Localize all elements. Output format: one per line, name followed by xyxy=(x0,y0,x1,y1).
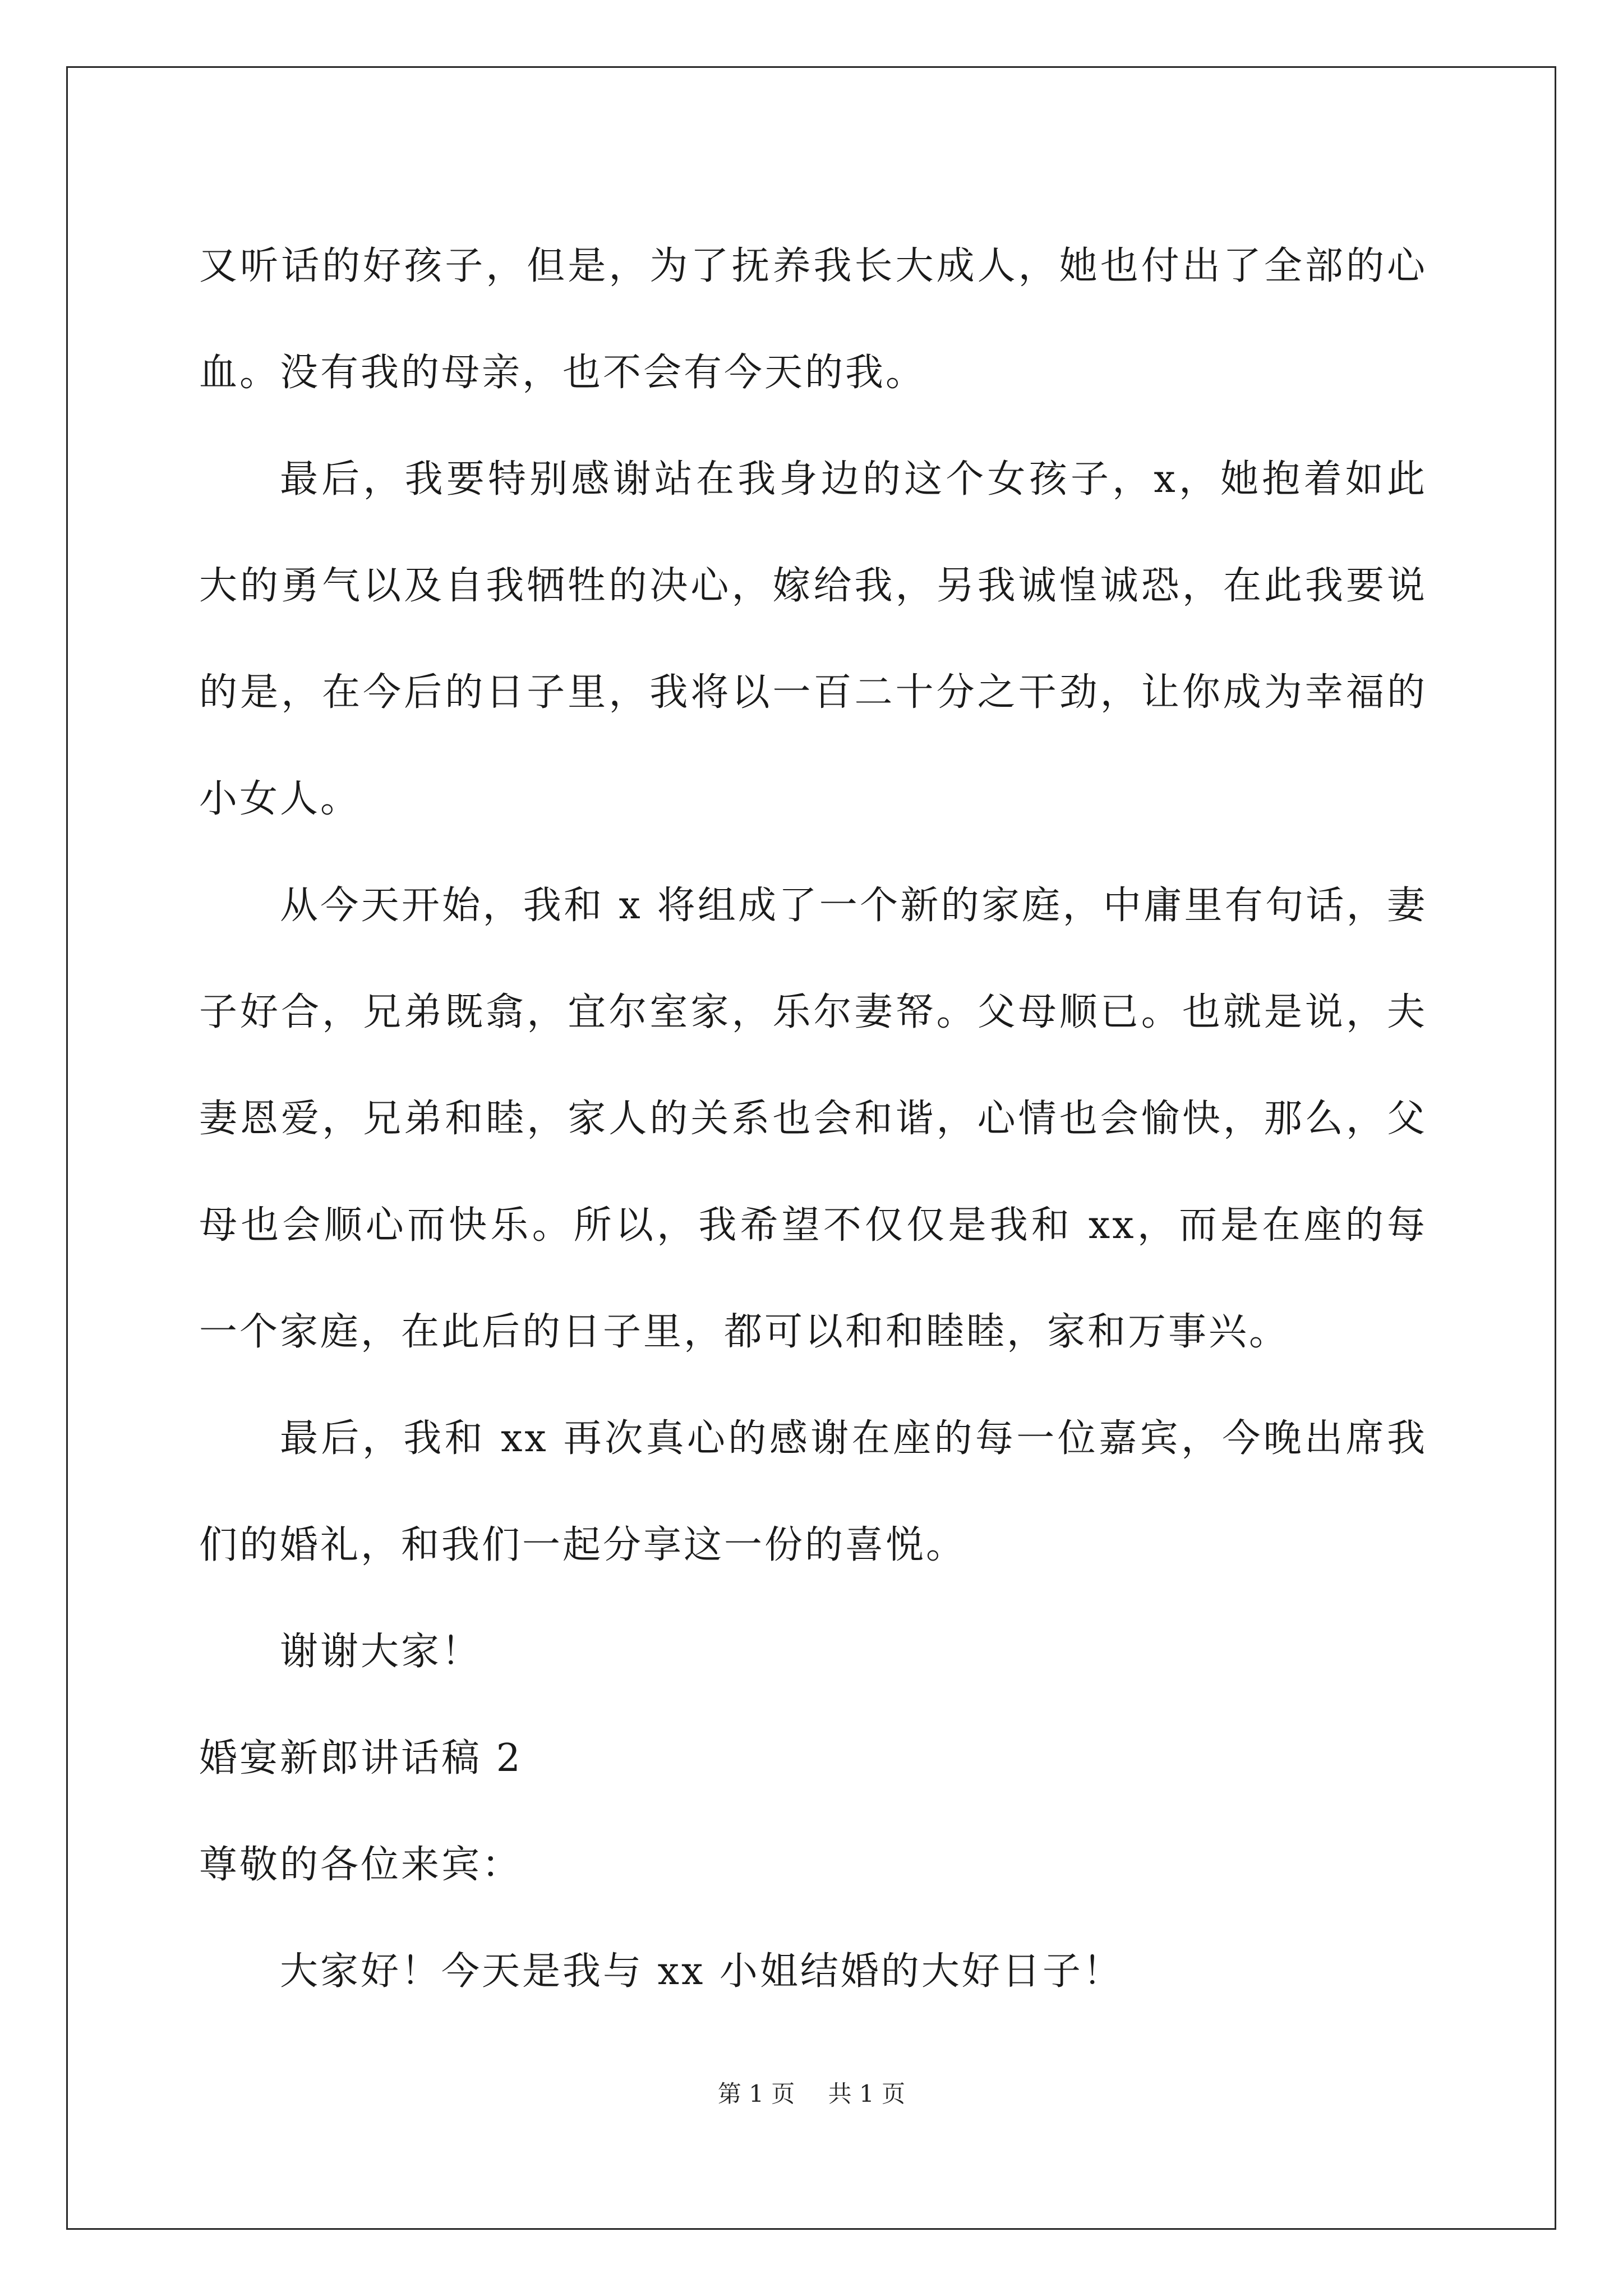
paragraph: 又听话的好孩子，但是，为了抚养我长大成人，她也付出了全部的心血。没有我的母亲，也不会有今天的我。 xyxy=(199,244,1427,395)
paragraph: 最后，我要特别感谢站在我身边的这个女孩子，x，她抱着如此大的勇气以及自我牺牲的决心，嫁给我，另我诚惶诚恐，在此我要说的是，在今后的日子里，我将以一百二十分之干劲，让你成为幸福的小女人。 xyxy=(199,457,1427,821)
paragraph: 从今天开始，我和 x 将组成了一个新的家庭，中庸里有句话，妻子好合，兄弟既翕，宜尔室家，乐尔妻帑。父母顺已。也就是说，夫妻恩爱，兄弟和睦，家人的关系也会和谐，心情也会愉快，那么，父母也会顺心而快乐。所以，我希望不仅仅是我和 xx，而是在座的每一个家庭，在此后的日子里，都可以和和睦睦，家和万事兴。 xyxy=(199,884,1427,1354)
closing-thanks: 谢谢大家！ xyxy=(280,1630,482,1674)
page-number: 第 1 页 xyxy=(717,2080,795,2108)
salutation: 尊敬的各位来宾： xyxy=(199,1843,523,1887)
paragraph: 大家好！今天是我与 xx 小姐结婚的大好日子！ xyxy=(280,1949,1123,1994)
document-body xyxy=(199,213,1427,2025)
page-total: 共 1 页 xyxy=(828,2080,906,2108)
section-title: 婚宴新郎讲话稿 2 xyxy=(199,1736,523,1780)
paragraph: 最后，我和 xx 再次真心的感谢在座的每一位嘉宾，今晚出席我们的婚礼，和我们一起分享这一份的喜悦。 xyxy=(199,1416,1427,1567)
page-footer xyxy=(0,2076,1623,2109)
